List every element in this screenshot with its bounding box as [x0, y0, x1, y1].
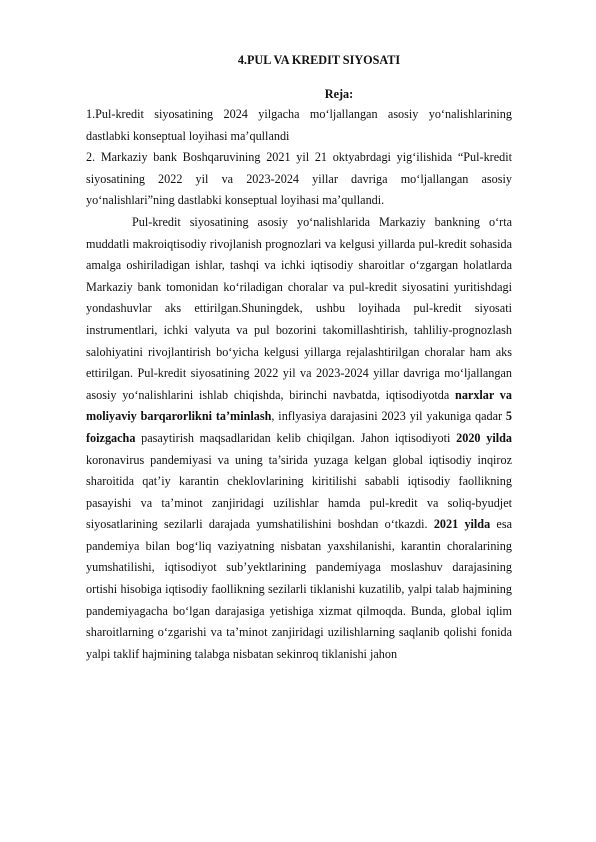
document-title: 4.PUL VA KREDIT SIYOSATI [237, 53, 401, 67]
body-text-5: esa pandemiya bilan bog‘liq vaziyatning nisbatan yaxshilanishi, karantin choralarining yumshatilishi, iqtisodiyot sub’yektlarining pandemiyaga moslashuv darajasining ortishi hisobiga iqtisodiy faollikning sezilarli tiklanishi kuzatilib, yalpi talab hajmining pandemiyagacha bo‘lgan darajasiga yetishiga xizmat qilmoqda. Bunda, global iqlim sharoitlarning o‘zgarishi va ta’minot zanjiridagi uzilishlarning saqlanib qolishi fonida yalpi taklif hajmining talabga nisbatan sekinroq tiklanishi jahon [86, 517, 512, 661]
body-text-1: Pul-kredit siyosatining asosiy yo‘nalishlarida Markaziy bankning o‘rta muddatli makroiqtisodiy rivojlanish prognozlari va kelgusi yillarda pul-kredit sohasida amalga oshiriladigan ishlar, tashqi va ichki iqtisodiy sharoitlar o‘zgargan holatlarda Markaziy bank tomonidan ko‘riladigan choralar va pul-kredit siyosatini yuritishdagi yondashuvlar aks ettirilgan.Shuningdek, ushbu loyihada pul-kredit siyosati instrumentlari, ichki valyuta va pul bozorini takomillashtirish, tahliliy-prognozlash salohiyatini rivojlantirish bo‘yicha kelgusi yillarga rejalashtirilgan choralar ham aks ettirilgan. Pul-kredit siyosatining 2022 yil va 2023-2024 yillar davriga mo‘ljallangan asosiy yo‘nalishlarini ishlab chiqishda, birinchi navbatda, iqtisodiyotda [86, 214, 512, 402]
plan-heading: Reja: [324, 87, 354, 101]
body-text-2: , inflyasiya darajasini 2023 yil yakuniga qadar [271, 409, 506, 424]
body-text-3: pasaytirish maqsadlaridan kelib chiqilgan. Jahon iqtisodiyoti [135, 430, 457, 445]
body-bold-1: narxlar va moliyaviy barqarorlikni ta’minlash [86, 387, 512, 424]
body-paragraph [86, 212, 512, 665]
plan-item-1: 1.Pul-kredit siyosatining 2024 yilgacha mo‘ljallangan asosiy yo‘nalishlarining dastlabki konseptual loyihasi ma’qullandi [86, 107, 512, 143]
body-bold-3: 2020 yilda [456, 430, 512, 445]
body-bold-4: 2021 yilda [433, 517, 491, 532]
plan-item-2: 2. Markaziy bank Boshqaruvining 2021 yil 21 oktyabrdagi yig‘ilishida “Pul-kredit siyosatining 2022 yil va 2023-2024 yillar davriga mo‘ljallangan asosiy yo‘nalishlari”ning dastlabki konseptual loyihasi ma’qullandi. [86, 150, 512, 208]
body-bold-2: 5 foizgacha [86, 409, 512, 445]
document-page [86, 50, 512, 665]
body-text-4: koronavirus pandemiyasi va uning ta’sirida yuzaga kelgan global iqtisodiy inqiroz sharoitida qat’iy karantin cheklovlarining kiritilishi sababli iqtisodiy faollikning pasayishi va ta’minot zanjiridagi uzilishlar hamda pul-kredit va soliq-byudjet siyosatlarining sezilarli darajada yumshatilishini boshdan o‘tkazdi. [86, 452, 512, 532]
